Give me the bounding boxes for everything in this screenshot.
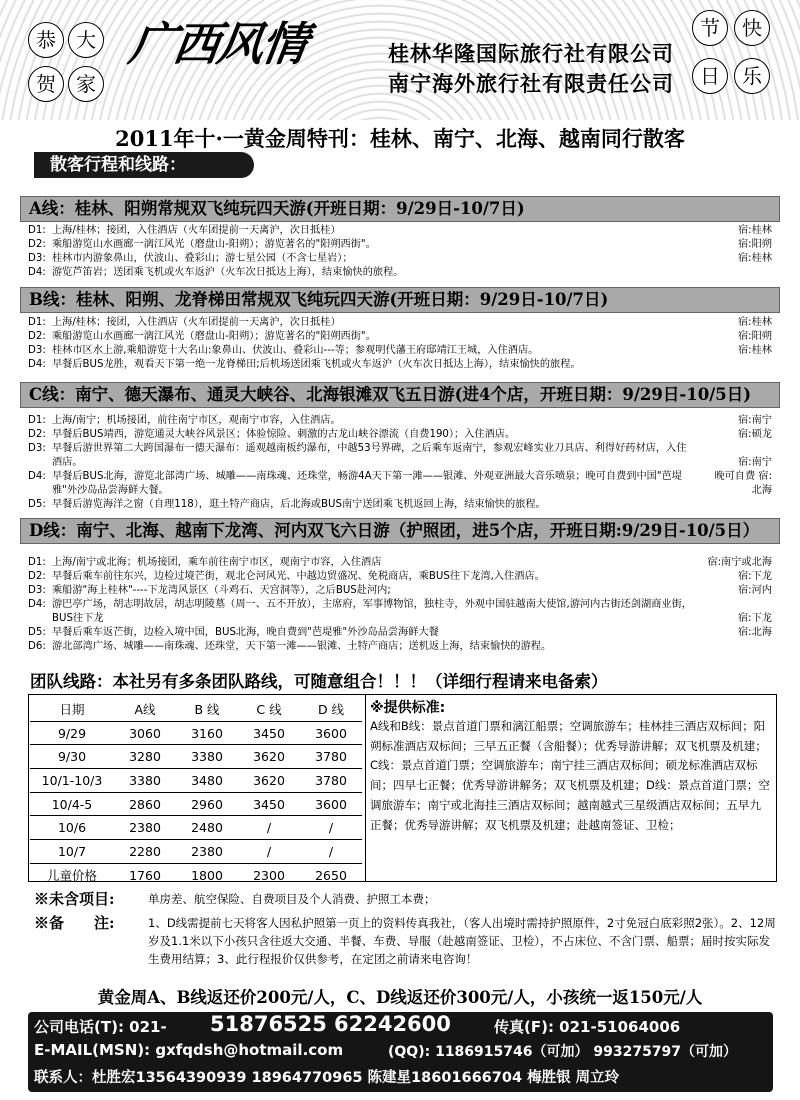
email-address: E-MAIL(MSN): gxfqdsh@hotmail.com: [34, 1041, 344, 1059]
table-cell: 1760: [129, 867, 161, 883]
table-cell: 3600: [315, 725, 347, 741]
rebate-line: 黄金周A、B线返还价200元/人，C、D线返还价300元/人，小孩统一返150元/人: [97, 988, 703, 1007]
table-cell: 10/1-10/3: [41, 772, 103, 788]
qq-numbers: (QQ): 1186915746（可加） 993275797（可加）: [388, 1044, 738, 1060]
table-cell: 2380: [129, 820, 161, 836]
table-cell: /: [266, 843, 272, 859]
badge-right-3: 日: [692, 58, 728, 94]
table-row: [30, 745, 362, 769]
notes-label: ※备 注:: [34, 914, 115, 932]
table-cell: 3480: [191, 772, 223, 788]
table-cell: 2280: [129, 843, 161, 859]
excluded-label: ※未含项目:: [34, 890, 115, 908]
company-name-1: 桂林华隆国际旅行社有限公司: [388, 42, 674, 66]
table-cell: 儿童价格: [46, 868, 97, 884]
route-d-title: D线：南宁、北海、越南下龙湾、河内双飞六日游（护照团，进5个店，开班日期:9/29日-10/5日）: [20, 518, 780, 544]
table-cell: /: [328, 843, 334, 859]
table-cell: 2380: [191, 843, 223, 859]
table-cell: 3380: [129, 772, 161, 788]
phone-number-2: 62242600: [334, 1012, 451, 1036]
table-cell: 3780: [315, 749, 347, 765]
table-row: [30, 769, 362, 793]
table-cell: /: [266, 820, 272, 836]
table-row: [30, 840, 362, 864]
table-cell: 2960: [191, 796, 223, 812]
table-header-cell: D 线: [317, 702, 345, 718]
badge-right-1: 节: [692, 10, 728, 46]
notes-text: 1、D线需提前七天将客人因私护照第一页上的资料传真我社，（客人出境时需持护照原件，2寸免冠白底彩照2张）。2、12周岁及1.1米以下小孩只含往返大交通、半餐、车费、导服（赴越南签证、卫检），不占床位、不含门票、船票；届时按实际发生费用结算；3、此行程报价仅供参考，在定团之前请来电咨询！: [148, 916, 776, 966]
contact-persons: 联系人：杜胜宏13564390939 18964770965 陈建星18601666704 梅胜银 周立玲: [34, 1070, 620, 1086]
table-row: [30, 816, 362, 840]
table-cell: 3600: [315, 796, 347, 812]
badge-left-1: 恭: [28, 22, 64, 58]
table-cell: 3450: [253, 725, 285, 741]
phone-label: 公司电话(T): 021-: [34, 1018, 167, 1036]
route-b-title: B线：桂林、阳朔、龙脊梯田常规双飞纯玩四天游(开班日期：9/29日-10/7日): [20, 287, 780, 313]
table-cell: 3280: [129, 749, 161, 765]
table-cell: 2650: [315, 867, 347, 883]
table-cell: 3160: [191, 725, 223, 741]
badge-left-3: 贺: [28, 66, 64, 102]
table-header-row: [30, 698, 362, 721]
route-a-day-1: D1: 上海/桂林；接团，入住酒店（火车团提前一天离沪，次日抵桂） 宿:桂林: [28, 225, 772, 236]
table-cell: 10/7: [57, 843, 87, 859]
table-row: [30, 721, 362, 745]
route-a-title: A线：桂林、阳朔常规双飞纯玩四天游(开班日期：9/29日-10/7日): [20, 196, 780, 222]
table-cell: 2300: [253, 867, 285, 883]
table-cell: 2860: [129, 796, 161, 812]
badge-right-2: 快: [734, 10, 770, 46]
table-cell: 9/29: [57, 725, 87, 741]
table-cell: 9/30: [57, 749, 87, 765]
table-cell: 3620: [253, 749, 285, 765]
table-row: [30, 792, 362, 816]
logo: 广西风情: [125, 17, 310, 71]
excluded-text: 单房差、航空保险、自费项目及个人消费、护照工本费；: [148, 892, 436, 906]
section-title: 散客行程和线路：: [34, 152, 254, 178]
company-name-2: 南宁海外旅行社有限责任公司: [388, 72, 674, 96]
table-cell: 10/6: [57, 820, 87, 836]
table-cell: 3380: [191, 749, 223, 765]
table-row: [30, 863, 362, 886]
fax-number: 传真(F): 021-51064006: [494, 1018, 681, 1036]
standards-title: ※提供标准:: [370, 700, 446, 716]
contact-footer: [28, 1012, 773, 1092]
table-header-cell: A线: [134, 702, 156, 718]
table-cell: 2480: [191, 820, 223, 836]
table-header-cell: 日期: [59, 702, 85, 718]
route-a-day-3: D3: 桂林市内游象鼻山，伏波山、叠彩山；游七星公园（不含七星岩）； 宿:桂林: [28, 253, 772, 264]
team-route-note: 团队线路：本社另有多条团队路线，可随意组合！！！（详细行程请来电备索）: [30, 672, 608, 691]
page-title: 2011年十·一黄金周特刊：桂林、南宁、北海、越南同行散客: [115, 126, 685, 151]
table-cell: 3060: [129, 725, 161, 741]
table-header-cell: C 线: [256, 702, 282, 718]
table-cell: 3620: [253, 772, 285, 788]
table-cell: /: [328, 820, 334, 836]
route-c-title: C线：南宁、德天瀑布、通灵大峡谷、北海银滩双飞五日游(进4个店，开班日期：9/29日-10/5日): [20, 382, 780, 408]
table-cell: 3450: [253, 796, 285, 812]
table-cell: 1800: [191, 867, 223, 883]
phone-number-1: 51876525: [210, 1012, 327, 1036]
price-table: [30, 698, 362, 887]
badge-right-4: 乐: [734, 58, 770, 94]
table-cell: 3780: [315, 772, 347, 788]
standards-text: A线和B线：景点首道门票和漓江船票；空调旅游车；桂林挂三酒店双标间；阳朔标准酒店双标间；三早五正餐（含船餐）；优秀导游讲解；双飞机票及机建；C线：景点首道门票；空调旅游车；南宁挂三酒店双标间；硕龙标准酒店双标间；四早七正餐；优秀导游讲解务；双飞机票及机建；D线：景点首道门票；空调旅游车；南宁或北海挂三酒店双标间；越南越式三星级酒店双标间；五早九正餐；优秀导游讲解；双飞机票及机建；赴越南签证、卫检；: [370, 719, 770, 832]
badge-left-4: 家: [68, 66, 104, 102]
route-a-day-2: D2: 乘船游览山水画廊一漓江风光（磨盘山-阳朔）；游览著名的"阳朔西街"。 宿:阳朔: [28, 239, 772, 250]
table-cell: 10/4-5: [51, 796, 93, 812]
route-a-day-4: D4: 游览芦笛岩；送团乘飞机或火车返沪（火车次日抵达上海），结束愉快的旅程。: [28, 267, 404, 278]
badge-left-2: 大: [68, 22, 104, 58]
table-header-cell: B 线: [194, 702, 220, 718]
